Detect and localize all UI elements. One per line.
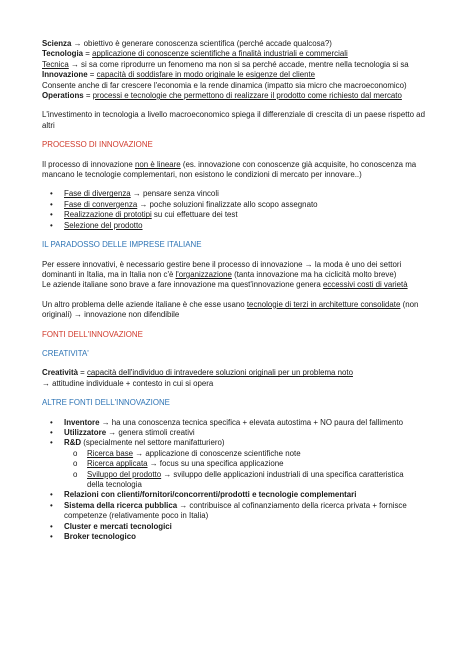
item-title: Ricerca base xyxy=(87,448,134,458)
heading-fonti: FONTI DELL'INNOVAZIONE xyxy=(42,329,143,339)
text: (non originali) → innovazione non difendibile xyxy=(42,299,419,320)
text: Un altro problema delle aziende italiane è che esse usano xyxy=(42,299,247,309)
item-title: R&D xyxy=(64,438,82,448)
paragraph-paradosso-2 xyxy=(42,280,432,290)
item-text: → contribuisce al cofinanziamento della ricerca privata + fornisce xyxy=(177,500,407,510)
equals: = xyxy=(77,368,87,378)
paragraph-paradosso-1 xyxy=(42,260,432,281)
list-item-broker xyxy=(42,532,432,542)
term-scienza: Scienza xyxy=(42,39,72,48)
list-item xyxy=(42,221,432,231)
item-text: → pensare senza vincoli xyxy=(130,189,219,199)
bullet: • xyxy=(50,210,53,220)
bullet: • xyxy=(50,490,53,500)
line-creativita xyxy=(42,368,432,378)
term-tecnica: Tecnica xyxy=(42,59,69,69)
paragraph-investimento: L'investimento in tecnologia a livello macroeconomico spiega il differenziale di crescita di un paese rispetto ad altri xyxy=(42,110,425,130)
sublist-item xyxy=(42,470,432,480)
line-tecnologia xyxy=(42,49,432,59)
bullet: • xyxy=(50,199,53,209)
item-text: → poche soluzioni finalizzate allo scopo assegnato xyxy=(137,199,318,209)
item-text: → genera stimoli creativi xyxy=(106,427,195,437)
equals: = xyxy=(87,70,97,80)
bullet: • xyxy=(50,220,53,230)
def-operations: processi e tecnologie che permettono di realizzare il prodotto come richiesto dal mercato xyxy=(92,91,402,101)
item-title: Inventore xyxy=(64,417,100,427)
line-creativita-2: → attitudine individuale + contesto in cui si opera xyxy=(42,378,214,388)
sublist-continuation: della tecnologia xyxy=(87,480,142,489)
text: (tanta innovazione ma ha ciclicità molto breve) xyxy=(231,269,397,279)
item-text: → ha una conoscenza tecnica specifica + elevata autostima + NO paura del fallimento xyxy=(99,417,404,427)
list-item-relazioni xyxy=(42,490,432,500)
list-rd-sub xyxy=(42,449,432,480)
line-innovazione xyxy=(42,70,432,80)
item-title: Fase di convergenza xyxy=(64,199,138,209)
term-tecnologia: Tecnologia xyxy=(42,49,84,59)
bullet: o xyxy=(73,448,78,458)
paragraph-processo xyxy=(42,160,432,181)
heading-creativita: CREATIVITA' xyxy=(42,348,89,358)
bullet: • xyxy=(50,417,53,427)
bullet: o xyxy=(73,469,78,479)
text-underlined: eccessivi costi di varietà xyxy=(322,280,408,290)
item-text: → focus su una specifica applicazione xyxy=(147,459,284,469)
text: Le aziende italiane sono brave a fare innovazione ma quest'innovazione genera xyxy=(42,280,323,290)
item-title: Ricerca applicata xyxy=(87,459,148,469)
list-item xyxy=(42,189,432,199)
heading-altre-fonti: ALTRE FONTI DELL'INNOVAZIONE xyxy=(42,398,170,408)
item-title: Broker tecnologico xyxy=(64,532,136,542)
text-underlined: l'organizzazione xyxy=(175,269,232,279)
def-tecnologia: applicazione di conoscenze scientifiche a finalità industriali e commerciali xyxy=(92,49,348,59)
list-altre-fonti-2 xyxy=(42,490,432,511)
sublist-item xyxy=(42,449,432,459)
bullet: • xyxy=(50,427,53,437)
item-text: (specialmente nel settore manifatturiero) xyxy=(81,438,225,448)
text-underlined: non è lineare xyxy=(135,159,181,169)
item-text: → applicazione di conoscenze scientifiche note xyxy=(133,448,301,458)
term-innovazione: Innovazione xyxy=(42,70,88,80)
item-title: Sviluppo del prodotto xyxy=(87,469,162,479)
sistema-continuation: competenze (relativamente poco in Italia) xyxy=(64,511,209,521)
bullet: • xyxy=(50,532,53,542)
equals: = xyxy=(83,91,93,101)
text-underlined: tecnologie di terzi in architetture consolidate xyxy=(246,299,401,309)
item-title: Utilizzatore xyxy=(64,427,107,437)
item-title: Sistema della ricerca pubblica xyxy=(64,500,178,510)
line-consente: Consente anche di far crescere l'economia e la rende dinamica (impatto sia micro che macroeconomico) xyxy=(42,80,407,90)
list-item-inventore xyxy=(42,418,432,428)
text: (es. innovazione con conoscenze già acquisite, ho conoscenza ma mancano le tecnologie complementari, non esistono le condizioni di mercato per innovare..) xyxy=(42,159,417,180)
list-fasi xyxy=(42,189,432,231)
item-title: Fase di divergenza xyxy=(64,189,131,199)
def-creativita: capacità dell'individuo di intravedere soluzioni originali per un problema noto xyxy=(86,368,353,378)
term-operations: Operations xyxy=(42,91,84,101)
heading-paradosso: IL PARADOSSO DELLE IMPRESE ITALIANE xyxy=(42,240,202,250)
heading-processo: PROCESSO DI INNOVAZIONE xyxy=(42,140,153,150)
text-tecnica: → si sa come riprodurre un fenomeno ma non si sa perché accade, mentre nella tecnologia si sa xyxy=(68,59,409,69)
def-innovazione: capacità di soddisfare in modo originale le esigenze del cliente xyxy=(96,70,316,80)
list-item-utilizzatore xyxy=(42,428,432,438)
bullet: • xyxy=(50,438,53,448)
bullet: o xyxy=(73,459,78,469)
text: Per essere innovativi, è necessario gestire bene il processo di innovazione → la moda è uno dei settori dominanti in Italia, ma in Italia non c'è xyxy=(42,259,402,279)
list-item-sistema xyxy=(42,501,432,511)
list-altre-fonti xyxy=(42,418,432,449)
sublist-item xyxy=(42,459,432,469)
bullet: • xyxy=(50,521,53,531)
item-title: Cluster e mercati tecnologici xyxy=(64,521,172,531)
list-item-cluster xyxy=(42,522,432,532)
list-item xyxy=(42,200,432,210)
paragraph-paradosso-3 xyxy=(42,300,432,321)
item-title: Selezione del prodotto xyxy=(64,220,143,230)
item-title: Realizzazione di prototipi xyxy=(64,210,152,220)
text-scienza: → obiettivo è generare conoscenza scientifica (perché accade qualcosa?) xyxy=(71,39,332,48)
line-tecnica xyxy=(42,60,432,70)
bullet: • xyxy=(50,189,53,199)
line-scienza xyxy=(42,39,432,49)
item-text: → sviluppo delle applicazioni industriali di una specifica caratteristica xyxy=(161,469,404,479)
line-operations xyxy=(42,91,432,101)
text: Il processo di innovazione xyxy=(42,159,135,169)
list-item xyxy=(42,210,432,220)
bullet: • xyxy=(50,500,53,510)
item-text: su cui effettuare dei test xyxy=(151,210,238,220)
item-title: Relazioni con clienti/fornitori/concorrenti/prodotti e tecnologie complementari xyxy=(64,490,357,500)
term-creativita: Creatività xyxy=(42,368,78,378)
list-item-rd xyxy=(42,438,432,448)
equals: = xyxy=(83,49,93,59)
list-altre-fonti-3 xyxy=(42,522,432,543)
